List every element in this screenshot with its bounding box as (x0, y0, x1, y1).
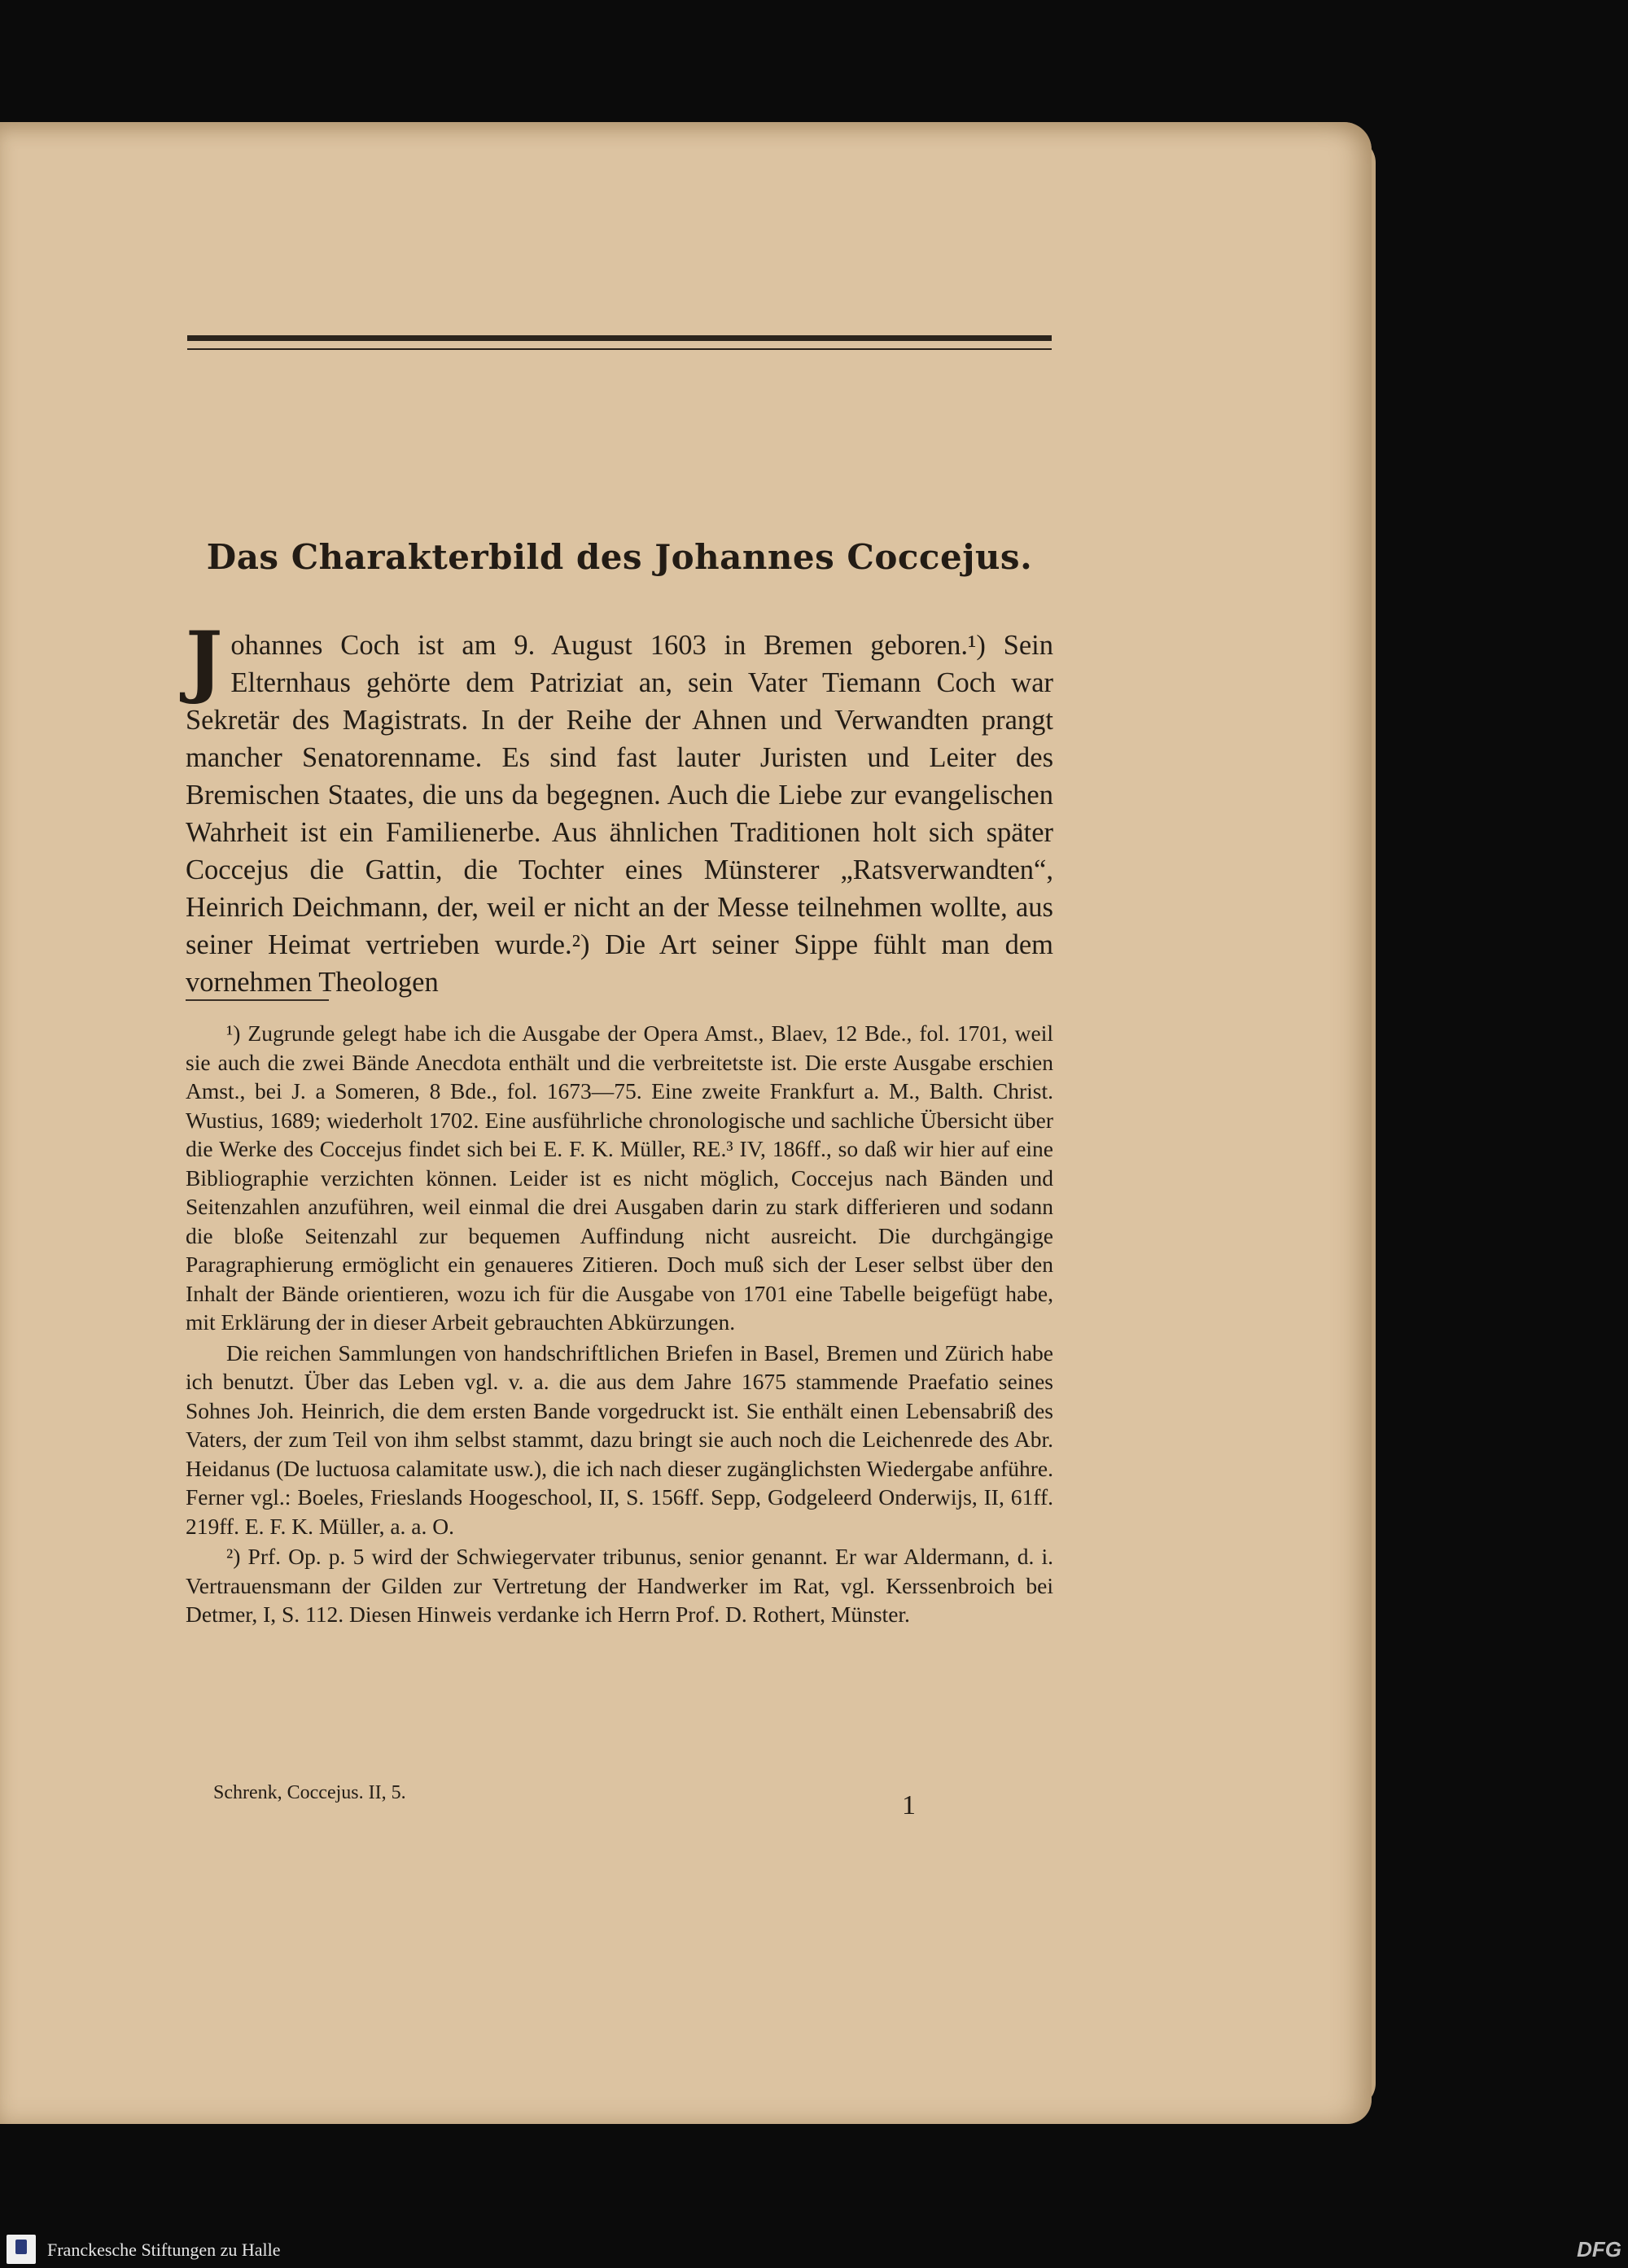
chapter-title: Das Charakterbild des Johannes Coccejus. (206, 537, 1033, 577)
footnote-1-continued: Die reichen Sammlungen von handschriftlichen Briefen in Basel, Bremen und Zürich habe ich benutzt. Über das Leben vgl. v. a. die aus dem Jahre 1675 stammende Praefatio seines Sohnes Joh. Heinrich, die dem ersten Bande vorgedruckt ist. Sie enthält einen Lebensabriß des Vaters, der zum Teil von ihm selbst stammt, dazu bringt sie auch noch die Leichenrede des Abr. Heidanus (De luctuosa calamitate usw.), die ich nach dieser zugänglichsten Wiedergabe anführe. Ferner vgl.: Boeles, Frieslands Hoogeschool, II, S. 156ff. Sepp, Godgeleerd Onderwijs, II, 61ff. 219ff. E. F. K. Müller, a. a. O. (186, 1339, 1053, 1539)
page-number: 1 (902, 1790, 916, 1820)
printer-signature: Schrenk, Coccejus. II, 5. (213, 1782, 406, 1803)
footer-bar (0, 2230, 1628, 2268)
francke-foundation-logo-icon[interactable] (7, 2235, 36, 2264)
body-paragraph (186, 614, 1053, 1001)
body-text: ohannes Coch ist am 9. August 1603 in Bremen geboren.¹) Sein Elternhaus gehörte dem Patriziat an, sein Vater Tiemann Coch war Sekretär des Magistrats. In der Reihe der Ahnen und Verwandten prangt mancher Senatorenname. Es sind fast lauter Juristen und Leiter des Bremischen Staates, die uns da begegnen. Auch die Liebe zur evangelischen Wahrheit ist ein Familienerbe. Aus ähnlichen Traditionen holt sich später Coccejus die Gattin, die Tochter eines Münsterer „Ratsverwandten“, Heinrich Deichmann, der, weil er nicht an der Messe teilnehmen wollte, aus seiner Heimat vertrieben wurde.²) Die Art seiner Sippe fühlt man dem vornehmen Theologen (186, 630, 1053, 998)
footnote-rule (186, 999, 329, 1001)
header-rule-thin (187, 348, 1052, 350)
footnotes (186, 1019, 1053, 1631)
footnote-2: ²) Prf. Op. p. 5 wird der Schwiegervater tribunus, senior genannt. Er war Aldermann, d. i. Vertrauensmann der Gilden zur Vertretung der Handwerker im Rat, vgl. Kerssenbroich bei Detmer, I, S. 112. Diesen Hinweis verdanke ich Herrn Prof. D. Rothert, Münster. (186, 1544, 1053, 1627)
footnote-1: ¹) Zugrunde gelegt habe ich die Ausgabe der Opera Amst., Blaev, 12 Bde., fol. 1701, weil sie auch die zwei Bände Anecdota enthält und die verbreitetste ist. Die erste Ausgabe erschien Amst., bei J. a Someren, 8 Bde., fol. 1673—75. Eine zweite Frankfurt a. M., Balth. Christ. Wustius, 1689; wiederholt 1702. Eine ausführliche chronologische und sachliche Übersicht über die Werke des Coccejus findet sich bei E. F. K. Müller, RE.³ IV, 186ff., so daß wir hier auf eine Bibliographie verzichten können. Leider ist es nicht möglich, Coccejus nach Bänden und Seitenzahlen anzuführen, weil einmal die drei Ausgaben darin zu stark differieren und sodann die bloße Seitenzahl zur bequemen Auffindung nicht ausreicht. Die durchgängige Paragraphierung ermöglicht ein genaueres Zitieren. Doch muß sich der Leser selbst über den Inhalt der Bände orientieren, wozu ich für die Ausgabe von 1701 eine Tabelle beigefügt habe, mit Erklärung der in dieser Arbeit gebrauchten Abkürzungen. (186, 1020, 1053, 1335)
header-rule-thick (187, 335, 1052, 341)
drop-cap: J (186, 614, 223, 706)
dfg-logo[interactable]: DFG (1577, 2237, 1621, 2261)
footer-institution[interactable]: Franckesche Stiftungen zu Halle (47, 2240, 281, 2260)
